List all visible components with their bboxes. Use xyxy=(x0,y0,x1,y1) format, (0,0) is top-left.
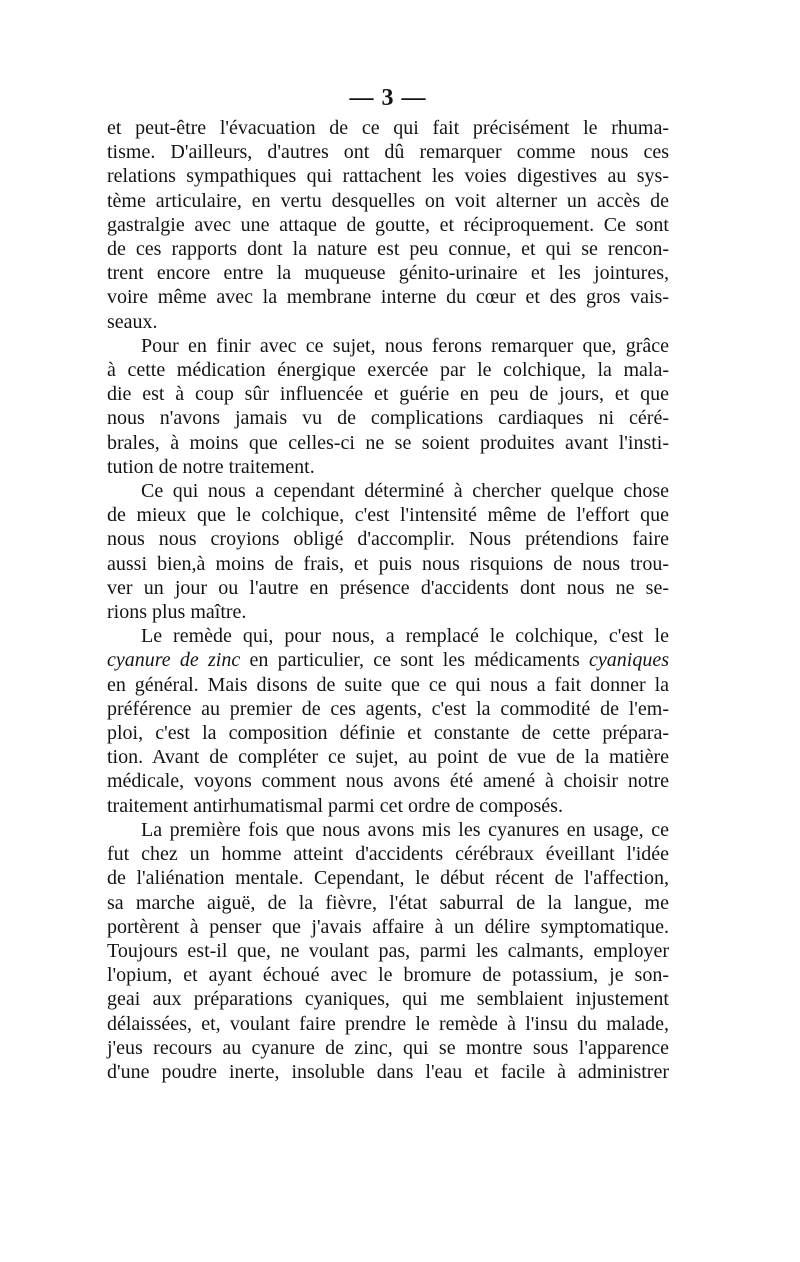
text-line: Pour en finir avec ce sujet, nous ferons remarquer que, grâce xyxy=(141,334,669,357)
book-page xyxy=(107,86,669,1084)
text-line: brales, à moins que celles-ci ne se soient produites avant l'insti- xyxy=(107,431,669,454)
text-line: aussi bien,à moins de frais, et puis nous risquions de nous trou- xyxy=(107,552,669,575)
body-text xyxy=(107,116,669,1084)
text-line: tème articulaire, en vertu desquelles on voit alterner un accès de xyxy=(107,189,669,212)
text-line: fut chez un homme atteint d'accidents cérébraux éveillant l'idée xyxy=(107,843,669,866)
text-segment: Le remède qui, pour nous, a remplacé le colchique, c'est le xyxy=(141,625,669,648)
text-line: trent encore entre la muqueuse génito-urinaire et les jointures, xyxy=(107,262,669,285)
text-line: de ces rapports dont la nature est peu connue, et qui se rencon- xyxy=(107,238,669,261)
text-line: nous nous croyions obligé d'accomplir. Nous prétendions faire xyxy=(107,528,669,551)
paragraph xyxy=(107,116,669,334)
text-line: l'opium, et ayant échoué avec le bromure de potassium, je son- xyxy=(107,964,669,987)
text-line: tution de notre traitement. xyxy=(107,455,315,478)
text-line: délaissées, et, voulant faire prendre le remède à l'insu du malade, xyxy=(107,1012,669,1035)
text-line: relations sympathiques qui rattachent les voies digestives au sys- xyxy=(107,165,669,188)
text-line: de mieux que le colchique, c'est l'intensité même de l'effort que xyxy=(107,504,669,527)
text-line xyxy=(107,721,669,745)
text-line xyxy=(107,794,669,818)
text-line: à cette médication énergique exercée par le colchique, la mala- xyxy=(107,359,669,382)
text-line: de l'aliénation mentale. Cependant, le début récent de l'affection, xyxy=(107,867,669,890)
text-line: voire même avec la membrane interne du cœur et des gros vais- xyxy=(107,286,669,309)
text-line: La première fois que nous avons mis les cyanures en usage, ce xyxy=(141,818,669,841)
text-line: Toujours est-il que, ne voulant pas, parmi les calmants, employer xyxy=(107,939,669,962)
text-line: nous n'avons jamais vu de complications cardiaques ni céré- xyxy=(107,407,669,430)
text-line: j'eus recours au cyanure de zinc, qui se montre sous l'apparence xyxy=(107,1036,669,1059)
text-line: ver un jour ou l'autre en présence d'accidents dont nous ne se- xyxy=(107,576,669,599)
text-segment: traitement antirhumatismal parmi cet ordre de composés. xyxy=(107,794,563,817)
text-line: d'une poudre inerte, insoluble dans l'eau et facile à administrer xyxy=(107,1060,669,1083)
text-line xyxy=(107,673,669,697)
text-line xyxy=(107,769,669,793)
text-line xyxy=(107,697,669,721)
text-segment: médicale, voyons comment nous avons été amené à choisir notre xyxy=(107,770,669,793)
text-line xyxy=(107,624,669,648)
text-line: et peut-être l'évacuation de ce qui fait précisément le rhuma- xyxy=(107,117,669,139)
text-line xyxy=(107,745,669,769)
text-line xyxy=(107,648,669,672)
text-line: geai aux préparations cyaniques, qui me semblaient injustement xyxy=(107,988,669,1011)
page-number: — 3 — xyxy=(349,85,427,111)
text-line: portèrent à penser que j'avais affaire à un délire symptomatique. xyxy=(107,915,669,938)
italic-term: cyanure de zinc xyxy=(107,649,241,672)
text-line: die est à coup sûr influencée et guérie en peu de jours, et que xyxy=(107,383,669,406)
text-segment: en général. Mais disons de suite que ce qui nous a fait donner la xyxy=(107,673,669,696)
paragraph xyxy=(107,624,669,818)
text-line: sa marche aiguë, de la fièvre, l'état saburral de la langue, me xyxy=(107,891,669,914)
paragraph xyxy=(107,818,669,1084)
text-line: Ce qui nous a cependant déterminé à chercher quelque chose xyxy=(141,480,669,503)
text-segment: ploi, c'est la composition définie et constante de cette prépara- xyxy=(107,722,669,745)
text-line: rions plus maître. xyxy=(107,601,247,624)
paragraph xyxy=(107,479,669,624)
text-line: gastralgie avec une attaque de goutte, et réciproquement. Ce sont xyxy=(107,213,669,236)
paragraph xyxy=(107,334,669,479)
italic-term: cyaniques xyxy=(589,649,669,672)
text-segment: préférence au premier de ces agents, c'est la commodité de l'em- xyxy=(107,697,669,720)
text-segment: tion. Avant de compléter ce sujet, au point de vue de la matière xyxy=(107,746,669,769)
text-line: tisme. D'ailleurs, d'autres ont dû remarquer comme nous ces xyxy=(107,141,669,164)
text-segment: en particulier, ce sont les médicaments xyxy=(240,649,590,672)
text-line: seaux. xyxy=(107,310,158,333)
